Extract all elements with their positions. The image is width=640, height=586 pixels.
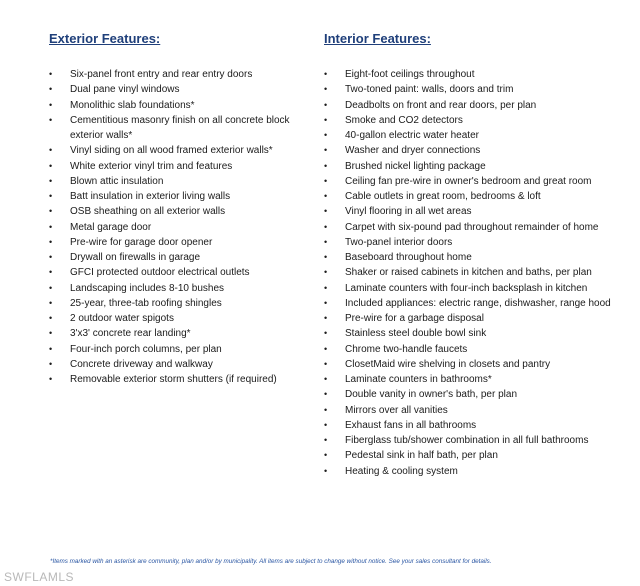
- feature-text: Concrete driveway and walkway: [70, 358, 213, 370]
- feature-text: ClosetMaid wire shelving in closets and pantry: [345, 358, 551, 370]
- interior-feature-item: [324, 220, 611, 235]
- feature-text: Brushed nickel lighting package: [345, 160, 486, 172]
- interior-features-heading: Interior Features:: [324, 31, 431, 46]
- bullet-icon: •: [49, 313, 53, 323]
- exterior-feature-item: [49, 189, 311, 204]
- feature-text: Heating & cooling system: [345, 465, 458, 477]
- feature-text: 25-year, three-tab roofing shingles: [70, 297, 222, 309]
- interior-feature-item: [324, 296, 611, 311]
- interior-features-list: [324, 67, 611, 479]
- interior-feature-item: [324, 403, 611, 418]
- exterior-features-list: [49, 67, 311, 387]
- feature-text: Vinyl flooring in all wet areas: [345, 206, 472, 218]
- bullet-icon: •: [49, 160, 53, 171]
- bullet-icon: •: [324, 465, 328, 476]
- feature-text: Drywall on firewalls in garage: [70, 252, 201, 263]
- interior-feature-item: [324, 250, 611, 265]
- feature-text: GFCI protected outdoor electrical outlets: [70, 267, 250, 279]
- bullet-icon: •: [49, 282, 53, 293]
- exterior-feature-item: [49, 159, 311, 174]
- bullet-icon: •: [324, 282, 328, 293]
- interior-feature-item: [324, 143, 611, 158]
- feature-text: Two-toned paint: walls, doors and trim: [345, 84, 514, 96]
- bullet-icon: •: [49, 297, 53, 308]
- feature-text: Laminate counters in bathrooms*: [345, 374, 492, 385]
- bullet-icon: •: [49, 252, 53, 262]
- feature-text: Dual pane vinyl windows: [70, 84, 180, 96]
- feature-text: Carpet with six-pound pad throughout remainder of home: [345, 221, 599, 233]
- bullet-icon: •: [49, 99, 53, 110]
- interior-feature-item: [324, 82, 611, 97]
- bullet-icon: •: [324, 358, 328, 369]
- exterior-feature-item: [49, 357, 311, 372]
- mls-watermark: SWFLAMLS: [4, 570, 75, 584]
- feature-text: Laminate counters with four-inch backsplash in kitchen: [345, 282, 588, 294]
- exterior-feature-item: [49, 67, 311, 82]
- bullet-icon: •: [324, 389, 328, 400]
- feature-text: OSB sheathing on all exterior walls: [70, 206, 226, 218]
- feature-text: 40-gallon electric water heater: [345, 130, 479, 141]
- exterior-feature-item: [49, 204, 311, 219]
- feature-text: Cable outlets in great room, bedrooms & loft: [345, 191, 541, 202]
- interior-feature-item: [324, 189, 611, 204]
- bullet-icon: •: [324, 221, 328, 232]
- feature-text: Shaker or raised cabinets in kitchen and baths, per plan: [345, 267, 592, 279]
- exterior-feature-item: [49, 265, 311, 280]
- bullet-icon: •: [324, 313, 328, 323]
- exterior-feature-item: [49, 296, 311, 311]
- bullet-icon: •: [49, 145, 53, 156]
- feature-text: 2 outdoor water spigots: [70, 313, 174, 324]
- bullet-icon: •: [324, 236, 328, 247]
- bullet-icon: •: [49, 343, 53, 354]
- feature-text: Deadbolts on front and rear doors, per plan: [345, 99, 537, 111]
- exterior-feature-item: [49, 311, 311, 326]
- exterior-feature-item: [49, 113, 311, 144]
- interior-feature-item: [324, 113, 611, 128]
- bullet-icon: •: [324, 145, 328, 156]
- interior-feature-item: [324, 326, 611, 341]
- feature-text: Stainless steel double bowl sink: [345, 328, 487, 340]
- feature-text: Two-panel interior doors: [345, 236, 453, 248]
- exterior-feature-item: [49, 342, 311, 357]
- interior-feature-item: [324, 174, 611, 189]
- feature-text: 3'x3' concrete rear landing*: [70, 328, 191, 340]
- feature-text: Exhaust fans in all bathrooms: [345, 419, 477, 431]
- interior-feature-item: [324, 464, 611, 479]
- bullet-icon: •: [324, 343, 328, 354]
- bullet-icon: •: [324, 450, 328, 461]
- bullet-icon: •: [324, 206, 328, 217]
- bullet-icon: •: [324, 435, 328, 445]
- bullet-icon: •: [324, 267, 328, 278]
- exterior-features-heading: Exterior Features:: [49, 31, 161, 46]
- bullet-icon: •: [49, 114, 53, 125]
- feature-text: Monolithic slab foundations*: [70, 99, 195, 111]
- feature-text: Vinyl siding on all wood framed exterior walls*: [70, 145, 273, 157]
- bullet-icon: •: [324, 175, 328, 186]
- feature-text: Pedestal sink in half bath, per plan: [345, 450, 498, 462]
- bullet-icon: •: [324, 114, 328, 125]
- interior-feature-item: [324, 311, 611, 326]
- bullet-icon: •: [324, 130, 328, 140]
- bullet-icon: •: [324, 160, 328, 171]
- exterior-feature-item: [49, 326, 311, 341]
- feature-text: Baseboard throughout home: [345, 252, 472, 263]
- interior-feature-item: [324, 342, 611, 357]
- feature-text: Eight-foot ceilings throughout: [345, 69, 475, 80]
- exterior-feature-item: [49, 372, 311, 387]
- feature-text: Pre-wire for garage door opener: [70, 236, 213, 248]
- bullet-icon: •: [49, 191, 53, 201]
- exterior-feature-item: [49, 98, 311, 113]
- interior-feature-item: [324, 67, 611, 82]
- interior-feature-item: [324, 387, 611, 402]
- bullet-icon: •: [324, 297, 328, 308]
- feature-text: Six-panel front entry and rear entry doors: [70, 69, 253, 80]
- bullet-icon: •: [49, 374, 53, 384]
- bullet-icon: •: [324, 99, 328, 110]
- feature-text: Smoke and CO2 detectors: [345, 114, 463, 126]
- exterior-feature-item: [49, 281, 311, 296]
- interior-feature-item: [324, 281, 611, 296]
- exterior-feature-item: [49, 220, 311, 235]
- interior-feature-item: [324, 433, 611, 448]
- bullet-icon: •: [324, 252, 328, 262]
- interior-feature-item: [324, 448, 611, 463]
- exterior-feature-item: [49, 82, 311, 97]
- feature-text: Pre-wire for a garbage disposal: [345, 313, 484, 324]
- interior-feature-item: [324, 98, 611, 113]
- interior-feature-item: [324, 128, 611, 143]
- interior-feature-item: [324, 372, 611, 387]
- interior-feature-item: [324, 418, 611, 433]
- bullet-icon: •: [49, 206, 53, 217]
- bullet-icon: •: [49, 69, 53, 79]
- exterior-feature-item: [49, 235, 311, 250]
- bullet-icon: •: [49, 267, 53, 278]
- bullet-icon: •: [49, 236, 53, 247]
- feature-text: Cementitious masonry finish on all concrete block exterior walls*: [70, 114, 290, 141]
- bullet-icon: •: [49, 84, 53, 95]
- feature-text: Blown attic insulation: [70, 175, 164, 187]
- interior-feature-item: [324, 357, 611, 372]
- feature-text: Batt insulation in exterior living walls: [70, 191, 231, 202]
- interior-feature-item: [324, 204, 611, 219]
- bullet-icon: •: [324, 328, 328, 339]
- bullet-icon: •: [324, 404, 328, 415]
- interior-feature-item: [324, 159, 611, 174]
- bullet-icon: •: [324, 84, 328, 95]
- feature-text: Included appliances: electric range, dishwasher, range hood: [345, 297, 611, 309]
- interior-feature-item: [324, 235, 611, 250]
- feature-text: Mirrors over all vanities: [345, 404, 448, 416]
- bullet-icon: •: [49, 175, 53, 186]
- feature-text: Double vanity in owner's bath, per plan: [345, 389, 518, 401]
- disclaimer-footnote: *Items marked with an asterisk are community, plan and/or by municipality. All items are subject to change without notice. See your sales consultant for details.: [50, 558, 492, 565]
- feature-text: Removable exterior storm shutters (if required): [70, 374, 277, 385]
- feature-text: Fiberglass tub/shower combination in all full bathrooms: [345, 435, 589, 446]
- feature-text: Ceiling fan pre-wire in owner's bedroom and great room: [345, 175, 592, 187]
- bullet-icon: •: [324, 374, 328, 384]
- exterior-feature-item: [49, 174, 311, 189]
- interior-feature-item: [324, 265, 611, 280]
- bullet-icon: •: [324, 419, 328, 430]
- feature-text: Landscaping includes 8-10 bushes: [70, 282, 224, 294]
- exterior-feature-item: [49, 143, 311, 158]
- feature-text: Washer and dryer connections: [345, 145, 481, 157]
- bullet-icon: •: [324, 69, 328, 79]
- feature-text: Chrome two-handle faucets: [345, 343, 468, 355]
- bullet-icon: •: [324, 191, 328, 201]
- bullet-icon: •: [49, 328, 53, 339]
- exterior-feature-item: [49, 250, 311, 265]
- feature-text: Metal garage door: [70, 221, 152, 233]
- bullet-icon: •: [49, 358, 53, 369]
- feature-text: White exterior vinyl trim and features: [70, 160, 233, 172]
- feature-text: Four-inch porch columns, per plan: [70, 343, 222, 355]
- bullet-icon: •: [49, 221, 53, 232]
